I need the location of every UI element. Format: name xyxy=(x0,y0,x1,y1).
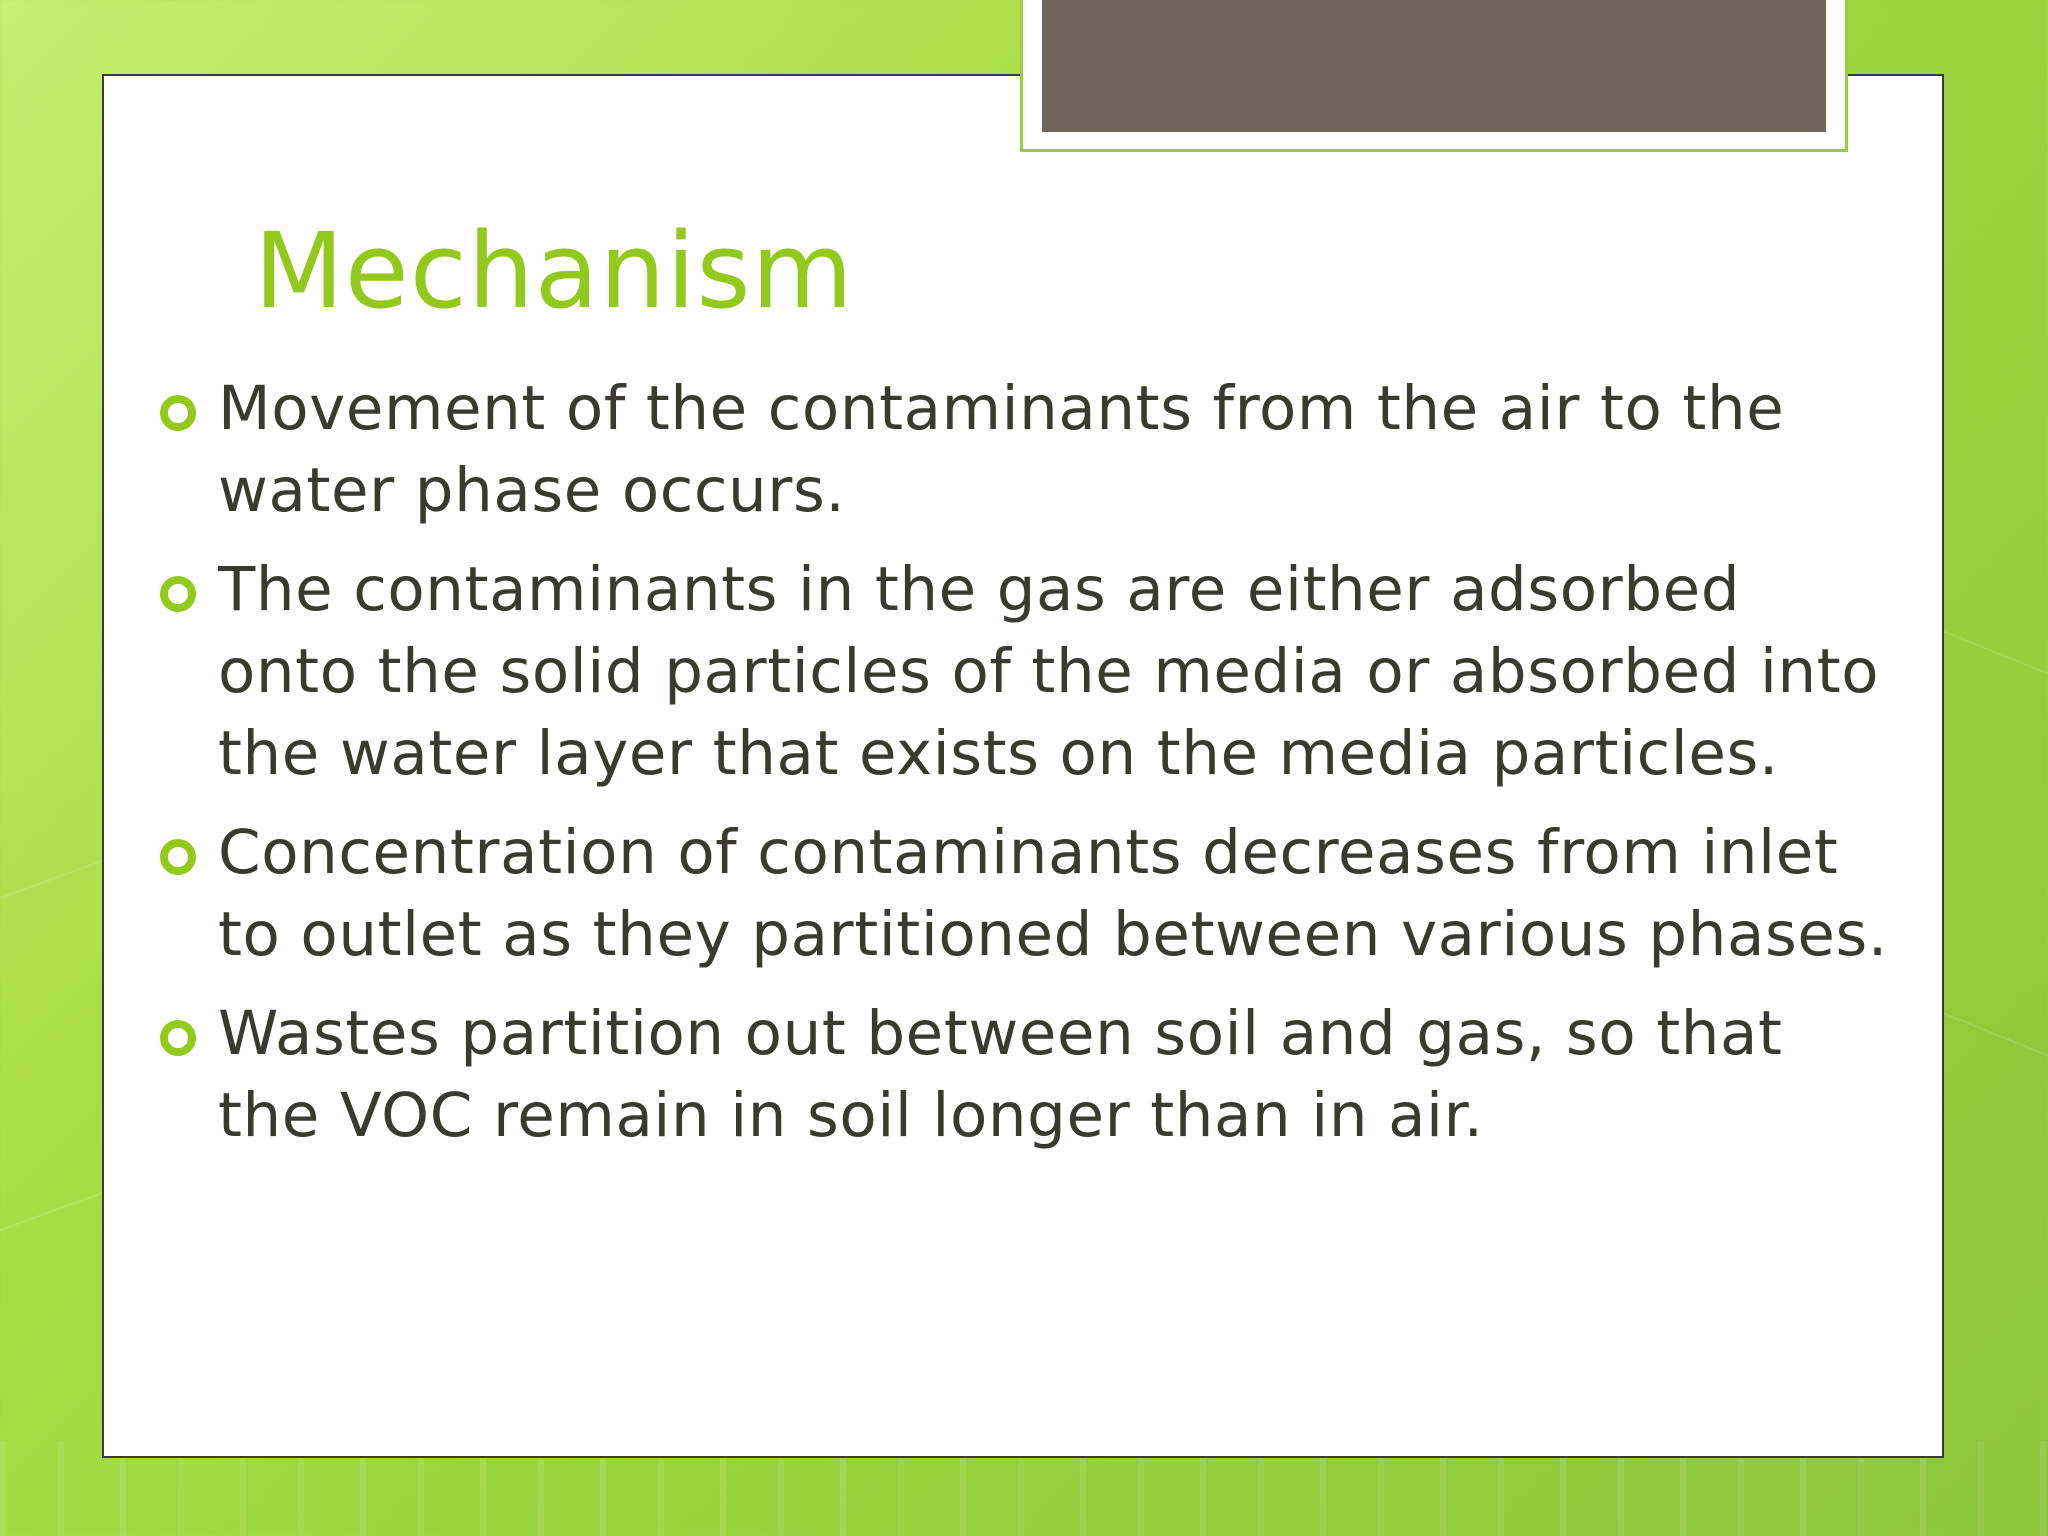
title-tab-block xyxy=(1042,0,1826,132)
bullet-item xyxy=(158,993,1898,1157)
hollow-circle-bullet-icon xyxy=(160,576,196,612)
background-facet xyxy=(1935,627,2048,1077)
hollow-circle-bullet-icon xyxy=(160,395,196,431)
bullet-item xyxy=(158,812,1898,976)
bullet-item xyxy=(158,368,1898,532)
slide-title: Mechanism xyxy=(254,210,854,332)
bullet-text: Wastes partition out between soil and gas, so that the VOC remain in soil longer than in air. xyxy=(218,998,1783,1151)
bullet-item xyxy=(158,549,1898,795)
bullet-text: Movement of the contaminants from the air to the water phase occurs. xyxy=(218,373,1785,526)
bullet-list xyxy=(158,368,1898,1174)
hollow-circle-bullet-icon xyxy=(160,1020,196,1056)
bullet-text: The contaminants in the gas are either adsorbed onto the solid particles of the media or absorbed into the water layer that exists on the media particles. xyxy=(218,554,1880,789)
hollow-circle-bullet-icon xyxy=(160,839,196,875)
bullet-text: Concentration of contaminants decreases from inlet to outlet as they partitioned between various phases. xyxy=(218,817,1888,970)
